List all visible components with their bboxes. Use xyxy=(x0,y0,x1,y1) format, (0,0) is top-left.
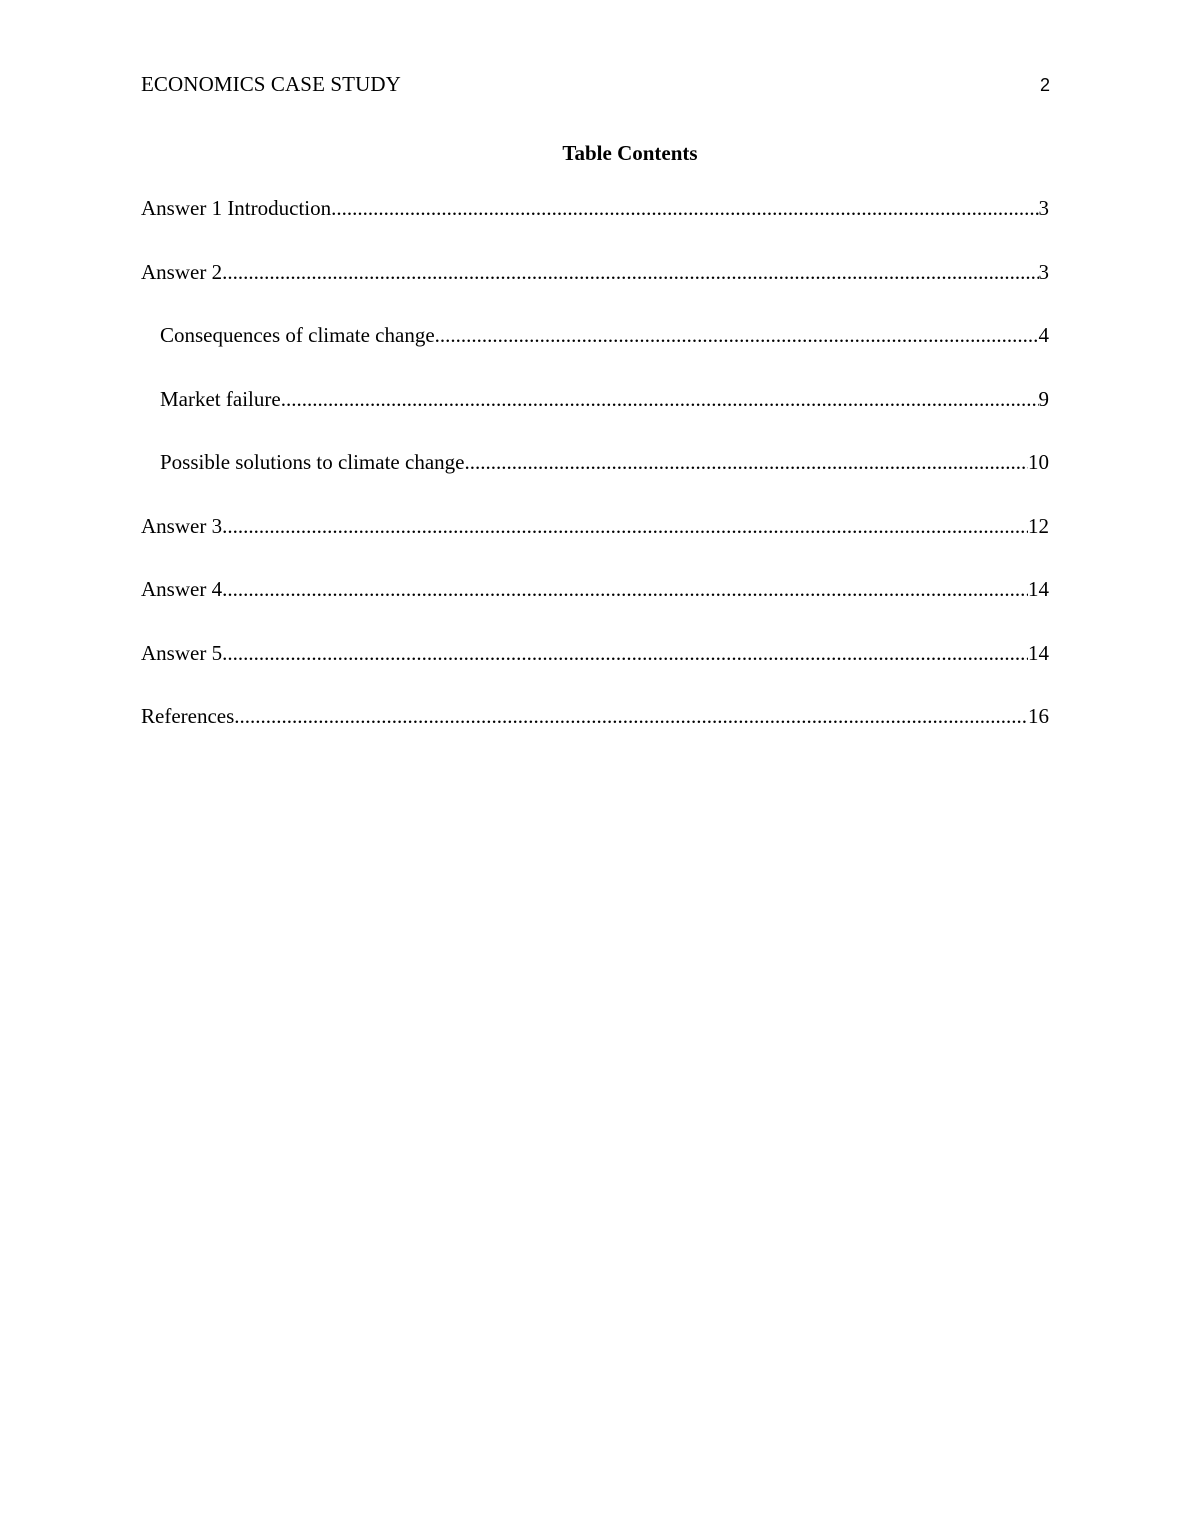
toc-entry-page: 12 xyxy=(1028,513,1049,538)
toc-entry-label: Answer 2 xyxy=(141,259,223,284)
toc-entry-label: References xyxy=(141,704,235,728)
toc-entry-answer-3[interactable] xyxy=(141,513,1049,577)
toc-entry-label: Market failure xyxy=(160,386,281,411)
toc-entry-possible-solutions[interactable] xyxy=(141,449,1049,513)
toc-entry-label: Answer 1 Introduction xyxy=(141,196,332,220)
toc-entry-label: Possible solutions to climate change xyxy=(160,450,465,474)
toc-entry-page: 14 xyxy=(1028,640,1049,665)
toc-entry-label: Answer 5 xyxy=(141,640,223,665)
toc-entry-label: Answer 4 xyxy=(141,577,223,601)
page-number: 2 xyxy=(1039,75,1050,95)
toc-dot-leader xyxy=(464,449,1028,475)
toc-entry-page: 9 xyxy=(1038,386,1049,411)
toc-dot-leader xyxy=(281,386,1039,412)
toc-entry-page: 14 xyxy=(1028,577,1049,601)
toc-dot-leader xyxy=(435,322,1039,348)
toc-dot-leader xyxy=(234,703,1028,729)
toc-entry-page: 4 xyxy=(1038,323,1049,347)
toc-entry-answer-5[interactable] xyxy=(141,640,1049,704)
toc-entry-consequences-of-climate-change[interactable] xyxy=(141,322,1049,386)
toc-entry-label: Consequences of climate change xyxy=(160,323,435,347)
toc-dot-leader xyxy=(222,513,1028,539)
toc-dot-leader xyxy=(222,259,1038,285)
toc-entry-label: Answer 3 xyxy=(141,513,223,538)
toc-entry-answer-2[interactable] xyxy=(141,259,1049,323)
toc-entry-answer-1-introduction[interactable] xyxy=(141,195,1049,259)
toc-entry-page: 3 xyxy=(1038,196,1049,220)
table-of-contents xyxy=(141,195,1049,767)
toc-entry-page: 16 xyxy=(1028,704,1049,728)
toc-entry-market-failure[interactable] xyxy=(141,386,1049,450)
toc-dot-leader xyxy=(222,576,1028,602)
toc-dot-leader xyxy=(331,195,1038,221)
toc-dot-leader xyxy=(222,640,1028,666)
toc-entry-references[interactable] xyxy=(141,703,1049,767)
toc-entry-page: 3 xyxy=(1038,259,1049,284)
running-head: ECONOMICS CASE STUDY xyxy=(141,72,401,96)
toc-title: Table Contents xyxy=(562,141,698,165)
toc-entry-page: 10 xyxy=(1028,450,1049,474)
toc-entry-answer-4[interactable] xyxy=(141,576,1049,640)
